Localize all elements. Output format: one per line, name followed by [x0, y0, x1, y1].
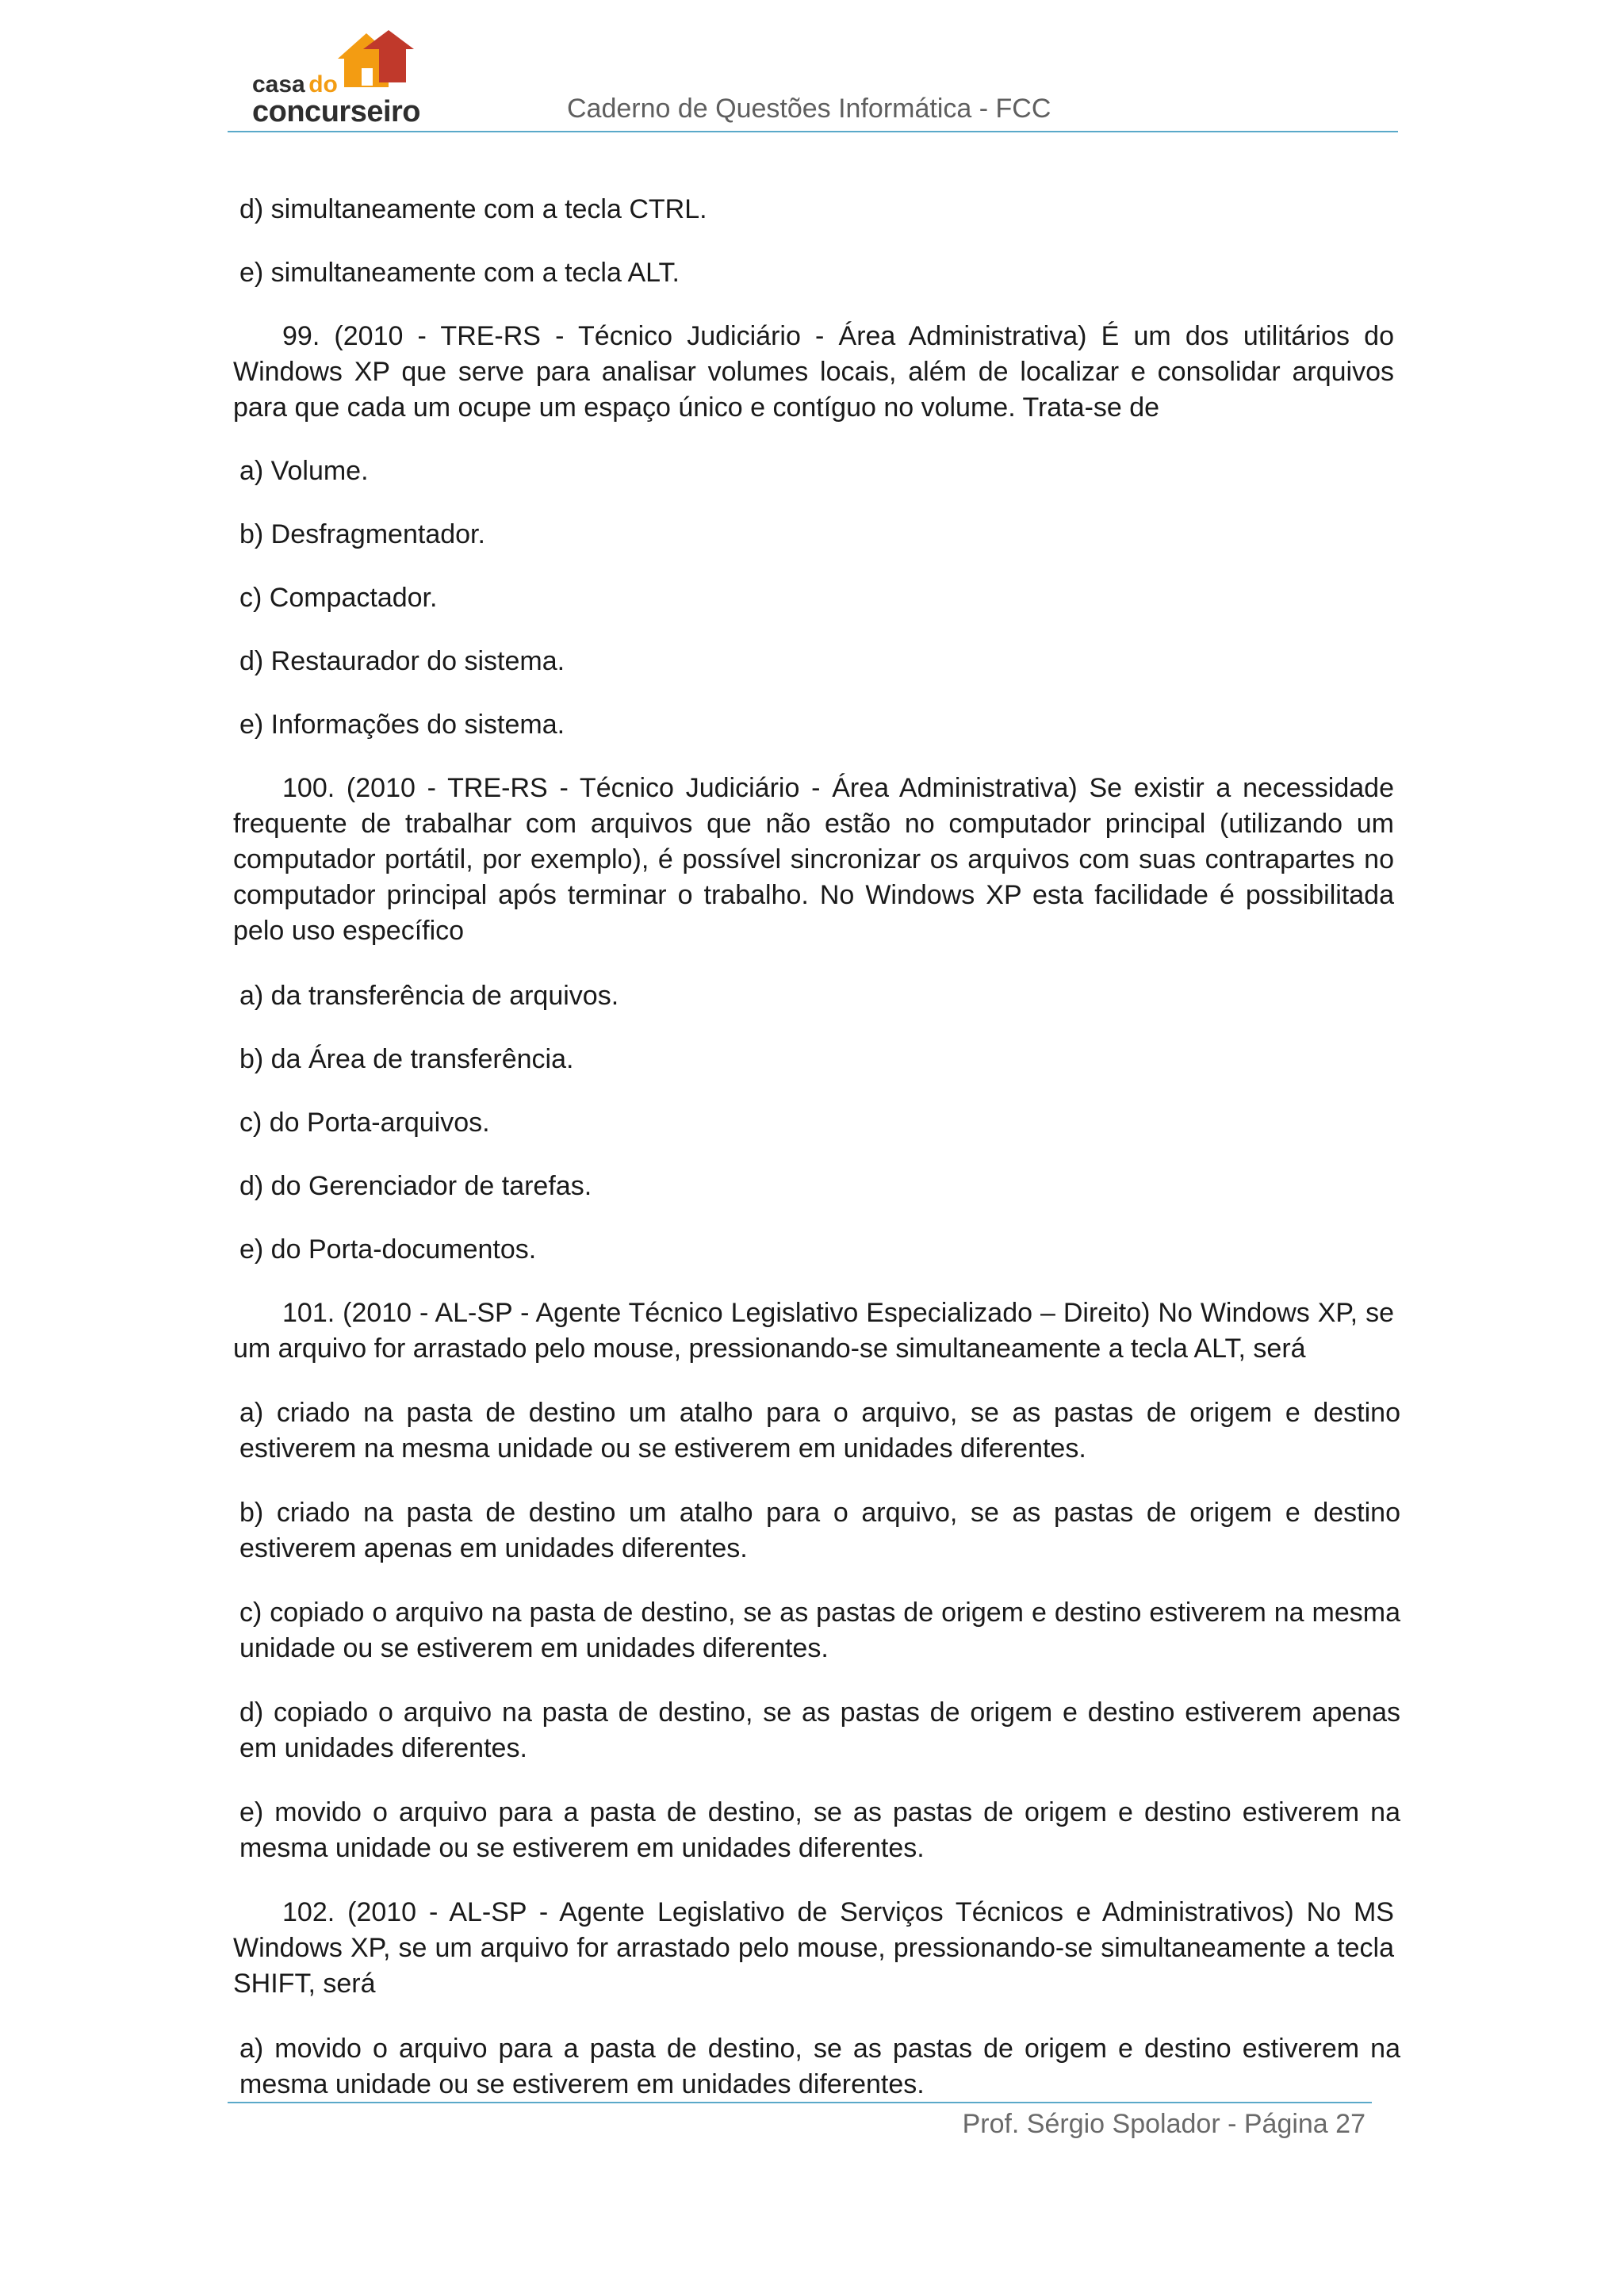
header-rule	[228, 131, 1398, 132]
option-101-b: b) criado na pasta de destino um atalho para o arquivo, se as pastas de origem e destino estiverem apenas em unidades diferentes.	[239, 1498, 1400, 1563]
option-101-d: d) copiado o arquivo na pasta de destino, se as pastas de origem e destino estiverem apenas em unidades diferentes.	[239, 1697, 1400, 1763]
logo	[252, 27, 421, 128]
option-98-e: e) simultaneamente com a tecla ALT.	[239, 258, 680, 288]
header-title: Caderno de Questões Informática - FCC	[567, 94, 1051, 124]
question-102: 102. (2010 - AL-SP - Agente Legislativo de Serviços Técnicos e Administrativos) No MS Windows XP, se um arquivo for arrastado pelo mouse, pressionando-se simultaneamente a tecla SHIFT, será	[233, 1897, 1394, 1999]
option-99-a: a) Volume.	[239, 456, 369, 486]
option-99-c: c) Compactador.	[239, 583, 438, 613]
option-99-b: b) Desfragmentador.	[239, 519, 485, 549]
logo-do: do	[308, 71, 338, 98]
option-101-e: e) movido o arquivo para a pasta de destino, se as pastas de origem e destino estiverem na mesma unidade ou se estiverem em unidades diferentes.	[239, 1797, 1400, 1863]
question-100: 100. (2010 - TRE-RS - Técnico Judiciário - Área Administrativa) Se existir a necessidade frequente de trabalhar com arquivos que não estão no computador principal (utilizando um computador portátil, por exemplo), é possível sincronizar os arquivos com suas contrapartes no computador principal após terminar o trabalho. No Windows XP esta facilidade é possibilitada pelo uso específico	[233, 773, 1394, 946]
option-100-e: e) do Porta-documentos.	[239, 1234, 537, 1265]
option-100-c: c) do Porta-arquivos.	[239, 1108, 490, 1138]
option-102-a: a) movido o arquivo para a pasta de destino, se as pastas de origem e destino estiverem na mesma unidade ou se estiverem em unidades diferentes.	[239, 2034, 1400, 2099]
footer-rule	[228, 2102, 1372, 2103]
logo-casa: casa	[252, 71, 305, 98]
option-100-b: b) da Área de transferência.	[239, 1044, 574, 1074]
option-100-a: a) da transferência de arquivos.	[239, 981, 619, 1011]
question-101: 101. (2010 - AL-SP - Agente Técnico Legislativo Especializado – Direito) No Windows XP, se um arquivo for arrastado pelo mouse, pressionando-se simultaneamente a tecla ALT, será	[233, 1298, 1394, 1364]
page-footer: Prof. Sérgio Spolador - Página 27	[962, 2109, 1365, 2139]
option-98-d: d) simultaneamente com a tecla CTRL.	[239, 194, 707, 224]
option-99-d: d) Restaurador do sistema.	[239, 646, 565, 676]
logo-text	[252, 73, 420, 127]
option-100-d: d) do Gerenciador de tarefas.	[239, 1171, 592, 1201]
question-99: 99. (2010 - TRE-RS - Técnico Judiciário - Área Administrativa) É um dos utilitários do Windows XP que serve para analisar volumes locais, além de localizar e consolidar arquivos para que cada um ocupe um espaço único e contíguo no volume. Trata-se de	[233, 321, 1394, 423]
logo-concurseiro: concurseiro	[252, 95, 421, 128]
option-99-e: e) Informações do sistema.	[239, 710, 565, 740]
option-101-c: c) copiado o arquivo na pasta de destino, se as pastas de origem e destino estiverem na mesma unidade ou se estiverem em unidades diferentes.	[239, 1598, 1400, 1663]
option-101-a: a) criado na pasta de destino um atalho para o arquivo, se as pastas de origem e destino estiverem na mesma unidade ou se estiverem em unidades diferentes.	[239, 1398, 1400, 1464]
